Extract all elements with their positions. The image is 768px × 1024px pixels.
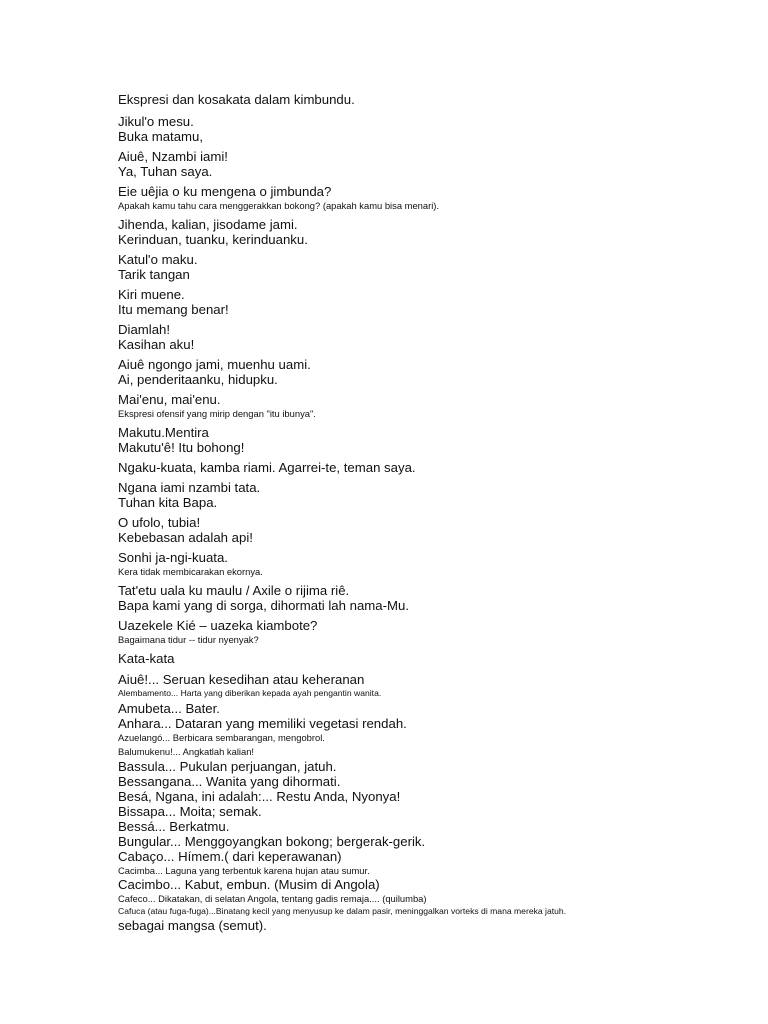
expression-translation: Tarik tangan: [118, 267, 190, 282]
expression-entry: [118, 252, 718, 282]
expression-translation: Ya, Tuhan saya.: [118, 164, 213, 179]
expression-translation: Makutu'ê! Itu bohong!: [118, 440, 245, 455]
expression-entry: [118, 618, 718, 646]
expression-phrase: Jihenda, kalian, jisodame jami.: [118, 217, 298, 232]
expression-translation: Bagaimana tidur -- tidur nyenyak?: [118, 634, 259, 645]
expression-entry: [118, 322, 718, 352]
expression-entry: [118, 114, 718, 144]
expression-translation: Buka matamu,: [118, 129, 204, 144]
expression-entry: [118, 149, 718, 179]
expression-phrase: Mai'enu, mai'enu.: [118, 392, 221, 407]
expression-phrase: Kiri muene.: [118, 287, 185, 302]
vocab-item: Cabaço... Hímem.( dari keperawanan): [118, 849, 342, 864]
expression-entry: [118, 184, 718, 212]
vocab-item: Bessangana... Wanita yang dihormati.: [118, 774, 341, 789]
expression-entry: [118, 287, 718, 317]
expression-translation: Ekspresi ofensif yang mirip dengan "itu ibunya".: [118, 408, 316, 419]
expression-phrase: Diamlah!: [118, 322, 171, 337]
expression-phrase: Katul'o maku.: [118, 252, 198, 267]
expression-phrase: Makutu.Mentira: [118, 425, 209, 440]
vocab-item: Bungular... Menggoyangkan bokong; bergerak-gerik.: [118, 834, 426, 849]
expression-entry: [118, 583, 718, 613]
expression-phrase: Uazekele Kié – uazeka kiambote?: [118, 618, 318, 633]
expression-translation: Kebebasan adalah api!: [118, 530, 253, 545]
expression-translation: Ai, penderitaanku, hidupku.: [118, 372, 278, 387]
vocab-heading: Kata-kata: [118, 651, 175, 666]
document-content: [118, 92, 718, 933]
vocab-item: sebagai mangsa (semut).: [118, 918, 267, 933]
expression-entry: [118, 357, 718, 387]
expression-entry: [118, 550, 718, 578]
vocab-item: Bissapa... Moita; semak.: [118, 804, 262, 819]
vocab-item: Bessá... Berkatmu.: [118, 819, 230, 834]
vocab-item: Amubeta... Bater.: [118, 701, 220, 716]
expression-phrase: Aiuê ngongo jami, muenhu uami.: [118, 357, 311, 372]
expression-translation: Apakah kamu tahu cara menggerakkan bokong? (apakah kamu bisa menari).: [118, 200, 440, 211]
vocab-item: Azuelangó... Berbicara sembarangan, mengobrol.: [118, 732, 325, 743]
expression-entry: [118, 515, 718, 545]
expression-entry: [118, 460, 718, 475]
expressions-list: [118, 114, 718, 646]
vocab-item: Balumukenu!... Angkatlah kalian!: [118, 746, 255, 757]
vocab-item: Anhara... Dataran yang memiliki vegetasi rendah.: [118, 716, 407, 731]
expression-entry: [118, 425, 718, 455]
vocabulary-list: [118, 672, 718, 933]
expression-entry: [118, 217, 718, 247]
expression-phrase: Eie uêjia o ku mengena o jimbunda?: [118, 184, 332, 199]
expression-translation: Kera tidak membicarakan ekornya.: [118, 566, 263, 577]
expression-translation: Itu memang benar!: [118, 302, 229, 317]
expression-phrase: Sonhi ja-ngi-kuata.: [118, 550, 228, 565]
vocab-item: Cafeco... Dikatakan, di selatan Angola, tentang gadis remaja.... (quilumba): [118, 893, 427, 904]
expression-translation: Kasihan aku!: [118, 337, 195, 352]
vocab-item: Bassula... Pukulan perjuangan, jatuh.: [118, 759, 337, 774]
expression-translation: Tuhan kita Bapa.: [118, 495, 218, 510]
vocab-item: Cacimbo... Kabut, embun. (Musim di Angola): [118, 877, 380, 892]
vocab-item: Aiuê!... Seruan kesedihan atau keheranan: [118, 672, 365, 687]
expression-phrase: Ngaku-kuata, kamba riami. Agarrei-te, teman saya.: [118, 460, 416, 475]
document-title: Ekspresi dan kosakata dalam kimbundu.: [118, 92, 355, 107]
vocab-item: Alembamento... Harta yang diberikan kepada ayah pengantin wanita.: [118, 688, 382, 698]
expression-phrase: O ufolo, tubia!: [118, 515, 201, 530]
expression-phrase: Jikul'o mesu.: [118, 114, 194, 129]
expression-phrase: Aiuê, Nzambi iami!: [118, 149, 228, 164]
expression-entry: [118, 480, 718, 510]
expression-translation: Kerinduan, tuanku, kerinduanku.: [118, 232, 308, 247]
vocab-item: Cafuca (atau fuga-fuga)...Binatang kecil yang menyusup ke dalam pasir, meninggalkan vorteks di mana mereka jatuh.: [118, 906, 567, 916]
expression-phrase: Tat'etu uala ku maulu / Axile o rijima riê.: [118, 583, 350, 598]
vocab-item: Cacimba... Laguna yang terbentuk karena hujan atau sumur.: [118, 865, 370, 876]
expression-entry: [118, 392, 718, 420]
expression-phrase: Ngana iami nzambi tata.: [118, 480, 261, 495]
expression-translation: Bapa kami yang di sorga, dihormati lah nama-Mu.: [118, 598, 410, 613]
vocab-item: Besá, Ngana, ini adalah:... Restu Anda, Nyonya!: [118, 789, 401, 804]
